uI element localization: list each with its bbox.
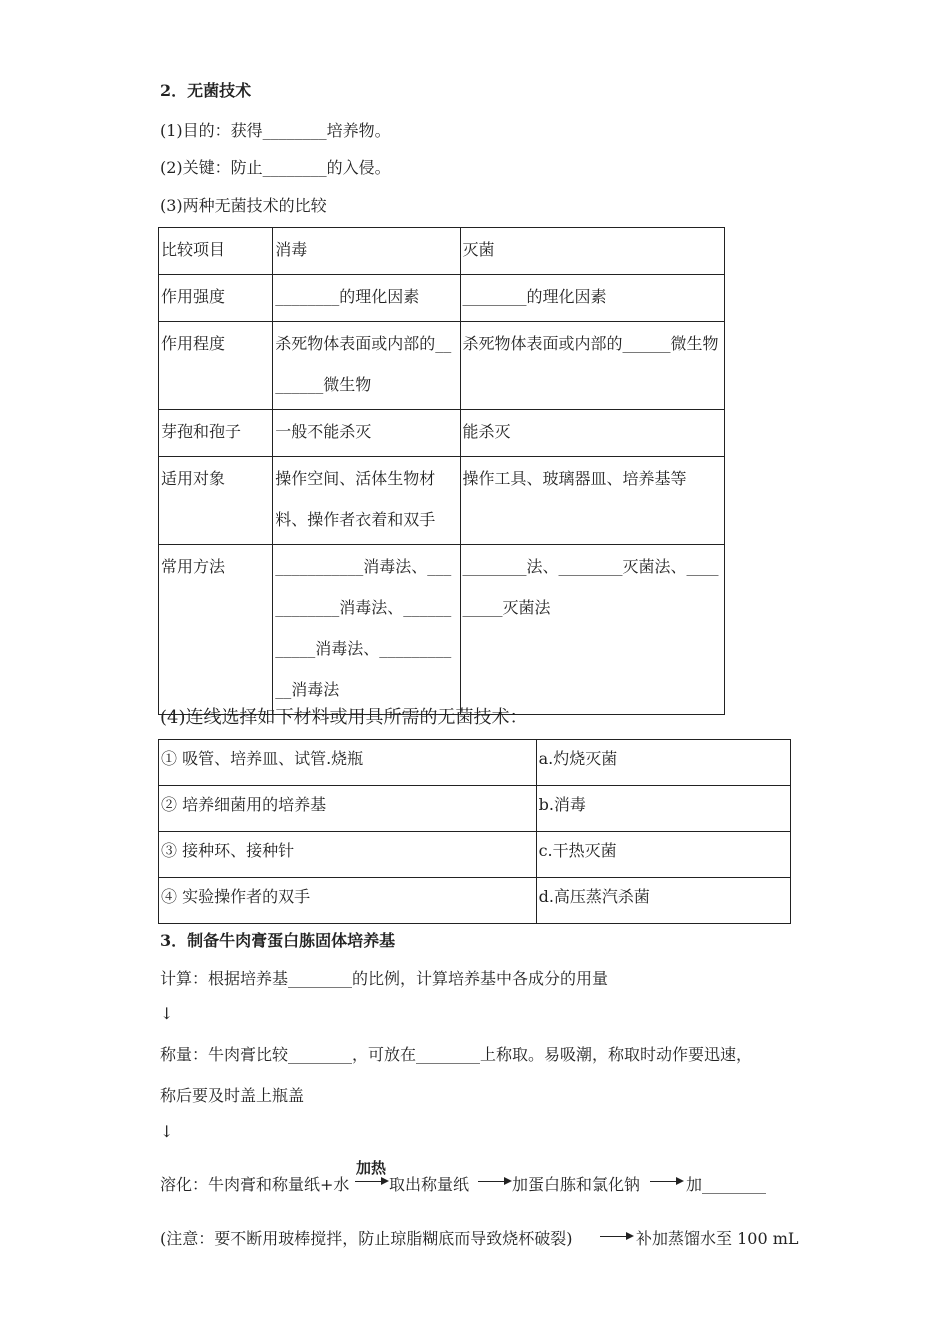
dissolve-step-2: 取出称量纸	[389, 1175, 470, 1194]
purpose-line: (1)目的：获得________培养物。	[160, 121, 391, 140]
note-line: (注意：要不断用玻棒搅拌，防止琼脂糊底而导致烧杯破裂)	[160, 1229, 573, 1248]
add-water-line: 补加蒸馏水至 100 mL	[636, 1229, 799, 1248]
table-cell: ① 吸管、培养皿、试管.烧瓶	[159, 740, 537, 786]
table-cell: ④ 实验操作者的双手	[159, 878, 537, 924]
table-cell: c.干热灭菌	[536, 832, 790, 878]
weigh-line: 称量：牛肉膏比较________，可放在________上称取。易吸潮，称取时动作要迅速，	[160, 1045, 753, 1064]
table-row	[159, 878, 791, 924]
table-row	[159, 545, 725, 715]
right-arrow-icon	[478, 1181, 510, 1182]
table-cell: 作用强度	[159, 275, 273, 322]
table-cell: ② 培养细菌用的培养基	[159, 786, 537, 832]
table-cell: d.高压蒸汽杀菌	[536, 878, 790, 924]
table-cell: 作用程度	[159, 322, 273, 410]
table-row	[159, 740, 791, 786]
key-line: (2)关键：防止________的入侵。	[160, 158, 391, 177]
table-cell: 操作工具、玻璃器皿、培养基等	[460, 457, 724, 545]
table-cell: ③ 接种环、接种针	[159, 832, 537, 878]
dissolve-step-4: 加________	[686, 1175, 767, 1194]
table-cell: 操作空间、活体生物材料、操作者衣着和双手	[273, 457, 460, 545]
table-cell: a.灼烧灭菌	[536, 740, 790, 786]
header-cell: 比较项目	[159, 228, 273, 275]
table-row	[159, 832, 791, 878]
table-cell: 一般不能杀灭	[273, 410, 460, 457]
match-title: (4)连线选择如下材料或用具所需的无菌技术：	[160, 707, 528, 728]
down-arrow-icon: ↓	[160, 1004, 174, 1023]
comparison-table	[158, 227, 725, 715]
table-cell: ________的理化因素	[460, 275, 724, 322]
table-cell: 杀死物体表面或内部的______微生物	[460, 322, 724, 410]
matching-table	[158, 739, 791, 924]
table-cell: b.消毒	[536, 786, 790, 832]
down-arrow-icon: ↓	[160, 1122, 174, 1141]
table-cell: 能杀灭	[460, 410, 724, 457]
right-arrow-icon	[600, 1236, 632, 1237]
table-cell: ___________消毒法、___________消毒法、___________消毒法、___________消毒法	[273, 545, 460, 715]
section-2-title: 2．无菌技术	[160, 81, 252, 100]
table-cell: 适用对象	[159, 457, 273, 545]
calc-line: 计算：根据培养基________的比例，计算培养基中各成分的用量	[160, 969, 609, 988]
dissolve-step-1: 溶化：牛肉膏和称量纸+水	[160, 1175, 350, 1194]
heat-label: 加热	[356, 1159, 387, 1177]
table-row	[159, 786, 791, 832]
compare-title: (3)两种无菌技术的比较	[160, 196, 327, 215]
right-arrow-icon	[650, 1181, 682, 1182]
table-cell: ________的理化因素	[273, 275, 460, 322]
table-cell: ________法、________灭菌法、_________灭菌法	[460, 545, 724, 715]
table-row	[159, 410, 725, 457]
right-arrow-icon	[355, 1181, 387, 1182]
table-row	[159, 322, 725, 410]
table-cell: 杀死物体表面或内部的________微生物	[273, 322, 460, 410]
table-row	[159, 457, 725, 545]
header-cell: 消毒	[273, 228, 460, 275]
header-cell: 灭菌	[460, 228, 724, 275]
table-row	[159, 275, 725, 322]
section-3-title: 3．制备牛肉膏蛋白胨固体培养基	[160, 931, 396, 950]
table-cell: 芽孢和孢子	[159, 410, 273, 457]
dissolve-step-3: 加蛋白胨和氯化钠	[512, 1175, 641, 1194]
weigh-line-2: 称后要及时盖上瓶盖	[160, 1086, 305, 1105]
table-cell: 常用方法	[159, 545, 273, 715]
table-header-row	[159, 228, 725, 275]
